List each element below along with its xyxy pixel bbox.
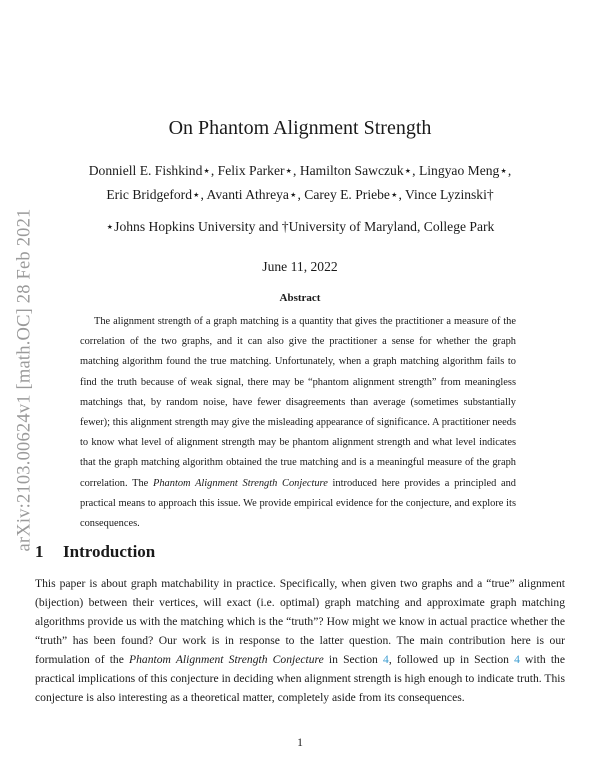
section-heading xyxy=(35,542,155,562)
section-title: Introduction xyxy=(63,542,156,561)
section-ref-link[interactable]: 4 xyxy=(383,653,389,666)
intro-text-4: with the practical implications of this conjecture in deciding when alignment strength is high enough to indicate truth. This conjecture is also interesting as a theoretical matter, completely aside from its consequences. xyxy=(35,653,565,704)
intro-text-3: , followed up in Section xyxy=(388,653,515,666)
authors-line-2: Eric Bridgeford⋆, Avanti Athreya⋆, Carey E. Priebe⋆, Vince Lyzinski† xyxy=(106,187,494,202)
section-ref-link[interactable]: 4 xyxy=(514,653,520,666)
abstract-emphasis: Phantom Alignment Strength Conjecture xyxy=(153,477,328,489)
section-number: 1 xyxy=(35,542,44,561)
intro-emphasis: Phantom Alignment Strength Conjecture xyxy=(129,653,324,666)
intro-text-2: in Section xyxy=(323,653,384,666)
arxiv-identifier-stamp xyxy=(8,190,42,570)
paper-title: On Phantom Alignment Strength xyxy=(168,117,432,139)
abstract-text-1: The alignment strength of a graph matching is a quantity that gives the practitioner a measure of the correlation of the two graphs, and it can also give the practitioner a sense for whether the graph matching algorithm found the true matching. Unfortunately, when a graph matching algorithm fails to find the truth because of weak signal, there may be “phantom alignment strength” from meaningless matchings that, by random noise, have fewer disagreements than average (sometimes substantially fewer); this alignment strength may give the misleading appearance of significance. A practitioner needs to know what level of alignment strength may be phantom alignment strength and what level indicates that the graph matching algorithm obtained the true matching and is a meaningful measure of the graph correlation. The xyxy=(80,316,516,489)
arxiv-stamp-text: arXiv:2103.00624v1 [math.OC] 28 Feb 2021 xyxy=(14,208,35,552)
abstract-text-2: introduced here provides a principled and practical means to approach this issue. We provide empirical evidence for the conjecture, and explore its consequences. xyxy=(80,477,516,530)
paper-date: June 11, 2022 xyxy=(262,259,338,274)
authors-line-1: Donniell E. Fishkind⋆, Felix Parker⋆, Hamilton Sawczuk⋆, Lingyao Meng⋆, xyxy=(88,163,512,178)
page-number: 1 xyxy=(297,736,303,749)
abstract-heading: Abstract xyxy=(279,292,321,304)
abstract-paragraph xyxy=(80,312,516,534)
intro-text-1: This paper is about graph matchability in practice. Specifically, when given two graphs and a “true” alignment (bijection) between their vertices, will exact (i.e. optimal) graph matching and approximate graph matching algorithms provide us with the matching which is the “truth”? How might we know in actual practice whether the “truth” has been found? Our work is in response to the latter question. The main contribution here is our formulation of the xyxy=(35,577,565,666)
affiliations: ⋆Johns Hopkins University and †University of Maryland, College Park xyxy=(105,219,495,234)
intro-paragraph xyxy=(35,574,565,707)
